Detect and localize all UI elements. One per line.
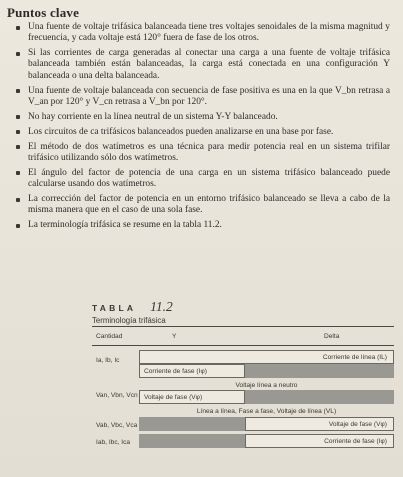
key-point: No hay corriente en la línea neutral de un sistema Y-Y balanceado. xyxy=(28,112,390,123)
shaded-cell xyxy=(139,434,245,448)
table-title: Terminología trifásica xyxy=(92,316,166,325)
key-point: Una fuente de voltaje balanceada con secuencia de fase positiva es una en la que V_bn retrasa a V_an por 120° y V_cn retrasa a V_bn por 120°. xyxy=(28,86,390,109)
table-caption xyxy=(92,299,173,315)
key-points-list xyxy=(28,22,390,235)
quantity-cell-line-currents: Ia, Ib, Ic xyxy=(96,357,120,364)
table-header-rule xyxy=(92,345,394,346)
column-header-quantity: Cantidad xyxy=(96,333,123,340)
table-top-rule xyxy=(92,326,394,327)
shaded-cell xyxy=(139,417,245,431)
bullet-icon xyxy=(16,130,20,134)
bullet-icon xyxy=(16,52,20,56)
shaded-cell xyxy=(245,390,394,404)
bullet-icon xyxy=(16,145,20,149)
shaded-cell xyxy=(245,364,394,378)
quantity-cell-phase-voltages: Van, Vbn, Vcn xyxy=(96,392,138,399)
phase-voltage-delta-cell: Voltaje de fase (Vφ) xyxy=(245,417,394,431)
column-header-y: Y xyxy=(172,333,177,340)
quantity-cell-line-voltages: Vab, Vbc, Vca xyxy=(96,422,138,429)
bullet-icon xyxy=(16,115,20,119)
key-point: La terminología trifásica se resume en la tabla 11.2. xyxy=(28,220,390,231)
key-point: La corrección del factor de potencia en un entorno trifásico balanceado se lleva a cabo de la misma manera que en el caso de una sola fase. xyxy=(28,194,390,217)
bullet-icon xyxy=(16,224,20,228)
quantity-cell-phase-currents: Iab, Ibc, Ica xyxy=(96,439,131,446)
line-to-line-label: Línea a línea, Fase a fase, Voltaje de línea (VL) xyxy=(196,408,337,415)
bullet-icon xyxy=(16,171,20,175)
table-label: TABLA xyxy=(92,303,137,313)
line-current-cell: Corriente de línea (IL) xyxy=(139,350,394,364)
key-point: El método de dos watímetros es una técnica para medir potencia real en un sistema trifilar trifásico utilizando sólo dos watímetros. xyxy=(28,142,390,165)
phase-current-delta-cell: Corriente de fase (Iφ) xyxy=(245,434,394,448)
line-to-neutral-label: Voltaje línea a neutro xyxy=(235,382,298,389)
key-point: Una fuente de voltaje trifásica balanceada tiene tres voltajes senoidales de la misma magnitud y frecuencia, y cada voltaje está 120° fuera de fase de los otros. xyxy=(28,22,390,45)
key-point: El ángulo del factor de potencia de una carga en un sistema trifásico balanceado puede calcularse usando dos watímetros. xyxy=(28,168,390,191)
bullet-icon xyxy=(16,198,20,202)
bullet-icon xyxy=(16,26,20,30)
key-point: Si las corrientes de carga generadas al conectar una carga a una fuente de voltaje trifásica balanceada también están balanceadas, la carga está conectada en una configuración Y balanceada o una delta balanceada. xyxy=(28,48,390,82)
section-title: Puntos clave xyxy=(7,5,80,20)
terminology-table xyxy=(92,326,397,466)
key-point: Los circuitos de ca trifásicos balanceados pueden analizarse en una base por fase. xyxy=(28,127,390,138)
column-header-delta: Delta xyxy=(324,333,340,340)
phase-voltage-y-cell: Voltaje de fase (Vφ) xyxy=(139,390,245,404)
bullet-icon xyxy=(16,89,20,93)
phase-current-y-cell: Corriente de fase (Iφ) xyxy=(139,364,245,378)
table-number: 11.2 xyxy=(150,299,173,314)
